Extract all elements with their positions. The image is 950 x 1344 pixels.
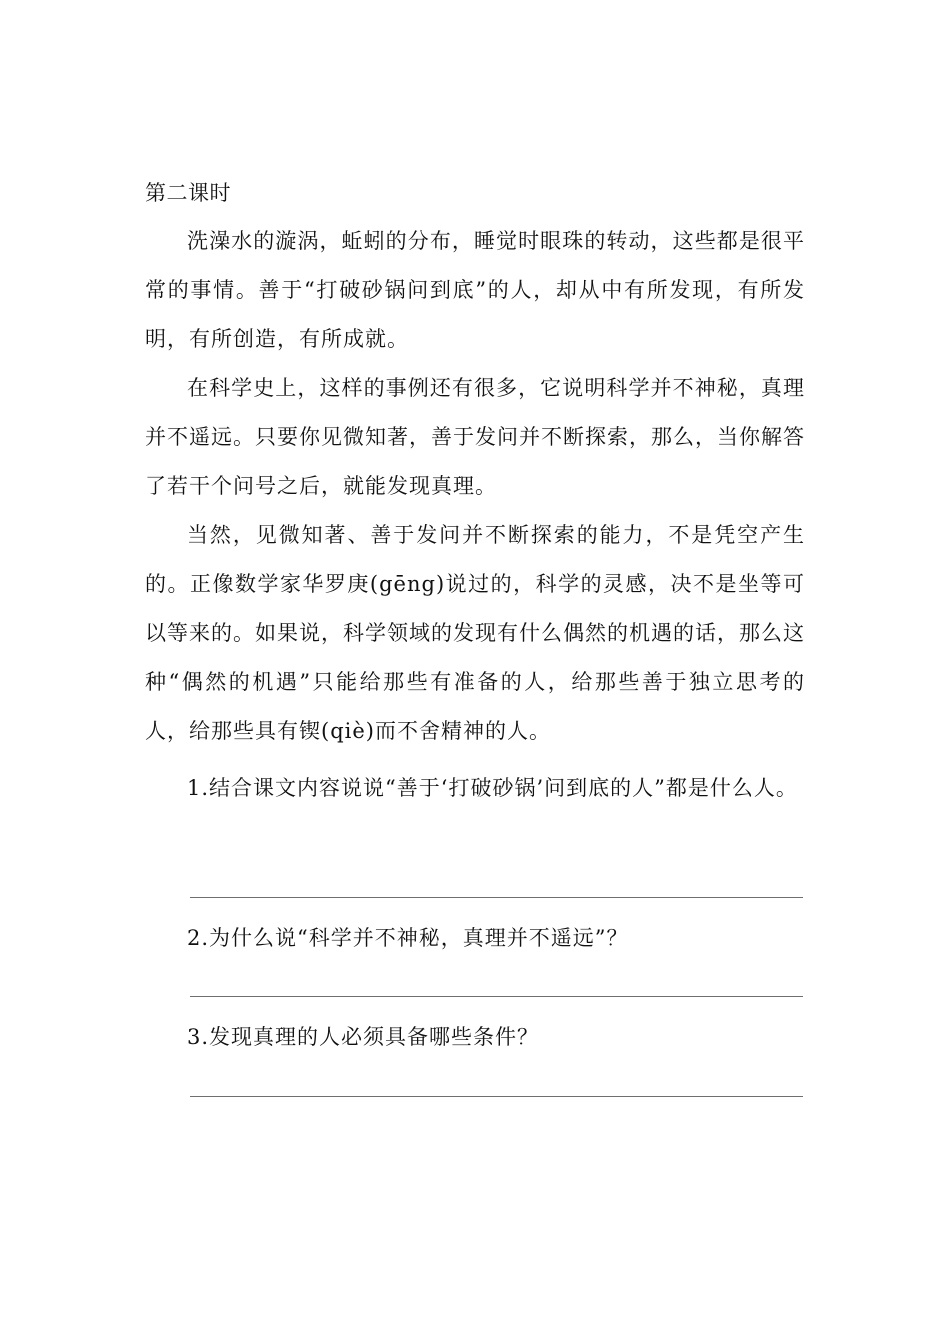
- section-title: 第二课时: [145, 181, 231, 205]
- question-2: 2.为什么说“科学并不神秘，真理并不遥远”？: [187, 926, 629, 950]
- answer-line-1[interactable]: [190, 897, 803, 898]
- answer-line-3[interactable]: [190, 1096, 803, 1097]
- paragraph-3: 当然，见微知著、善于发问并不断探索的能力，不是凭空产生的。正像数学家华罗庚(gēng)说过的，科学的灵感，决不是坐等可以等来的。如果说，科学领域的发现有什么偶然的机遇的话，那么这种“偶然的机遇”只能给那些有准备的人，给那些善于独立思考的人，给那些具有锲(qiè)而不舍精神的人。: [145, 523, 805, 743]
- question-1: 1.结合课文内容说说“善于‘打破砂锅’问到底的人”都是什么人。: [187, 776, 798, 800]
- paragraph-1: 洗澡水的漩涡，蚯蚓的分布，睡觉时眼珠的转动，这些都是很平常的事情。善于“打破砂锅问到底”的人，却从中有所发现，有所发明，有所创造，有所成就。: [145, 229, 805, 351]
- paragraph-2: 在科学史上，这样的事例还有很多，它说明科学并不神秘，真理并不遥远。只要你见微知著，善于发问并不断探索，那么，当你解答了若干个问号之后，就能发现真理。: [145, 376, 805, 498]
- question-3: 3.发现真理的人必须具备哪些条件？: [187, 1025, 540, 1049]
- answer-line-2[interactable]: [190, 996, 803, 997]
